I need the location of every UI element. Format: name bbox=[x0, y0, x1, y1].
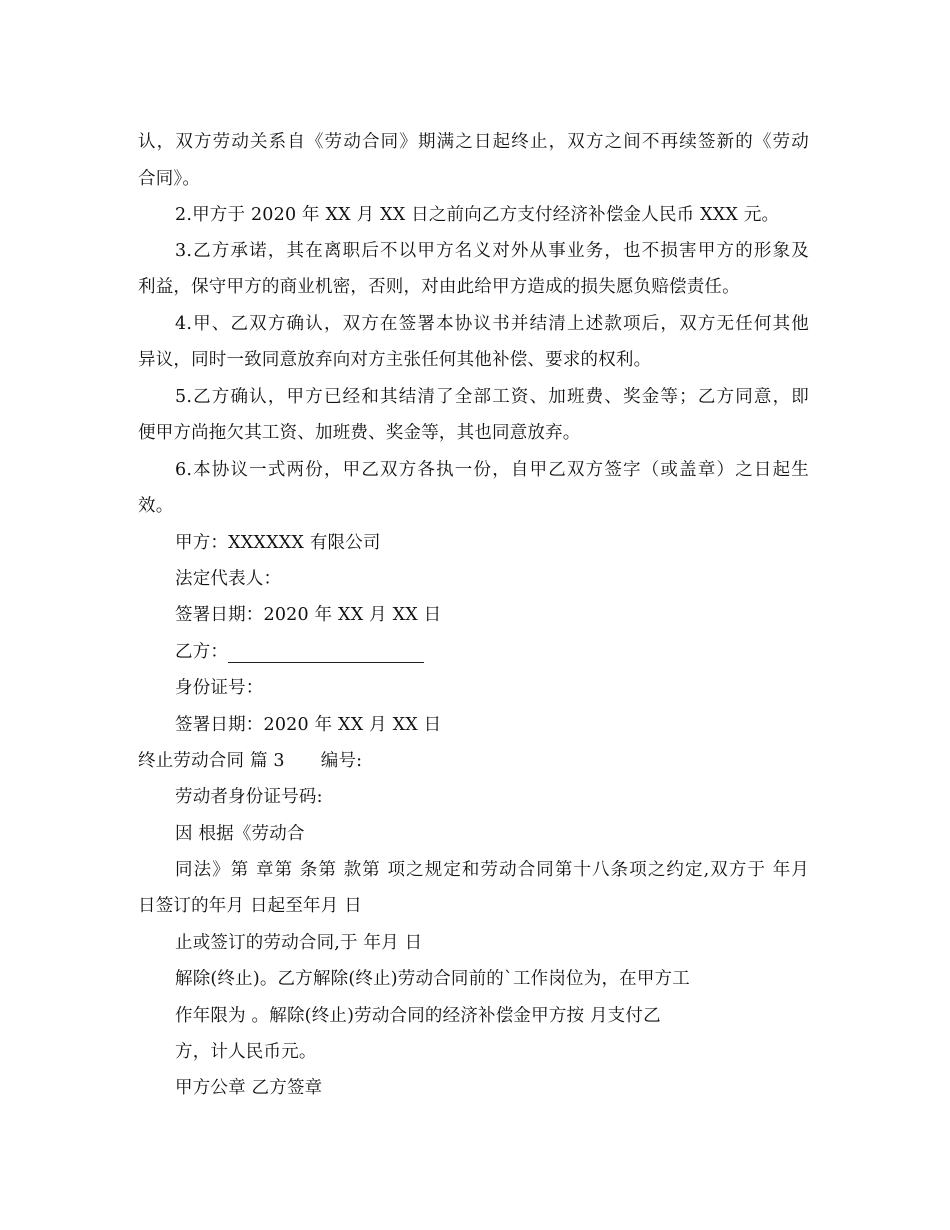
worker-id-line: 劳动者身份证号码: bbox=[175, 787, 323, 807]
basis-line-3: 日签订的年月 日起至年月 日 bbox=[138, 896, 362, 916]
clause-5-line-2: 便甲方尚拖欠其工资、加班费、奖金等，其也同意放弃。 bbox=[138, 423, 581, 443]
clause-4-line-1: 4.甲、乙双方确认，双方在签署本协议书并结清上述款项后，双方无任何其他 bbox=[175, 314, 809, 334]
party-a-sign-date: 签署日期：2020 年 XX 月 XX 日 bbox=[175, 605, 442, 625]
basis-line: 因 根据《劳动合 bbox=[175, 824, 305, 844]
clause-2: 2.甲方于 2020 年 XX 月 XX 日之前向乙方支付经济补偿金人民币 XXX 元。 bbox=[175, 205, 780, 225]
id-number-line: 身份证号： bbox=[175, 678, 264, 698]
service-years-line: 作年限为 。解除(终止)劳动合同的经济补偿金甲方按 月支付乙 bbox=[175, 1006, 661, 1026]
termination-line: 解除(终止)。乙方解除(终止)劳动合同前的`工作岗位为，在甲方工 bbox=[175, 969, 690, 989]
section-heading bbox=[138, 750, 362, 772]
contract-line: 止或签订的劳动合同,于 年月 日 bbox=[175, 933, 423, 953]
clause-3-line-1: 3.乙方承诺，其在离职后不以甲方名义对外从事业务，也不损害甲方的形象及 bbox=[175, 241, 809, 261]
clause-4-line-2: 异议，同时一致同意放弃向对方主张任何其他补偿、要求的权利。 bbox=[138, 350, 652, 370]
section-title: 终止劳动合同 篇 3 bbox=[138, 751, 285, 771]
party-b-label: 乙方： bbox=[175, 642, 229, 662]
clause-6-line-1: 6.本协议一式两份，甲乙双方各执一份，自甲乙双方签字（或盖章）之日起生 bbox=[175, 460, 809, 480]
seal-signature-line: 甲方公章 乙方签章 bbox=[175, 1078, 323, 1098]
party-b-blank-underline bbox=[228, 642, 424, 663]
clause-1-continued: 认，双方劳动关系自《劳动合同》期满之日起终止，双方之间不再续签新的《劳动 bbox=[138, 132, 809, 152]
party-b-line bbox=[175, 641, 424, 663]
clause-6-line-2: 效。 bbox=[138, 496, 174, 516]
clause-3-line-2: 利益，保守甲方的商业机密，否则，对由此给甲方造成的损失愿负赔偿责任。 bbox=[138, 277, 740, 297]
legal-representative-line: 法定代表人： bbox=[175, 569, 282, 589]
party-a-line: 甲方：XXXXXX 有限公司 bbox=[175, 533, 381, 553]
compensation-amount-line: 方，计人民币元。 bbox=[175, 1042, 317, 1062]
clause-5-line-1: 5.乙方确认，甲方已经和其结清了全部工资、加班费、奖金等；乙方同意，即 bbox=[175, 387, 809, 407]
basis-line-2: 同法》第 章第 条第 款第 项之规定和劳动合同第十八条项之约定,双方于 年月 bbox=[175, 860, 809, 880]
clause-1-end: 合同》。 bbox=[138, 169, 201, 189]
party-b-sign-date: 签署日期：2020 年 XX 月 XX 日 bbox=[175, 715, 442, 735]
serial-number-label: 编号: bbox=[320, 751, 363, 771]
